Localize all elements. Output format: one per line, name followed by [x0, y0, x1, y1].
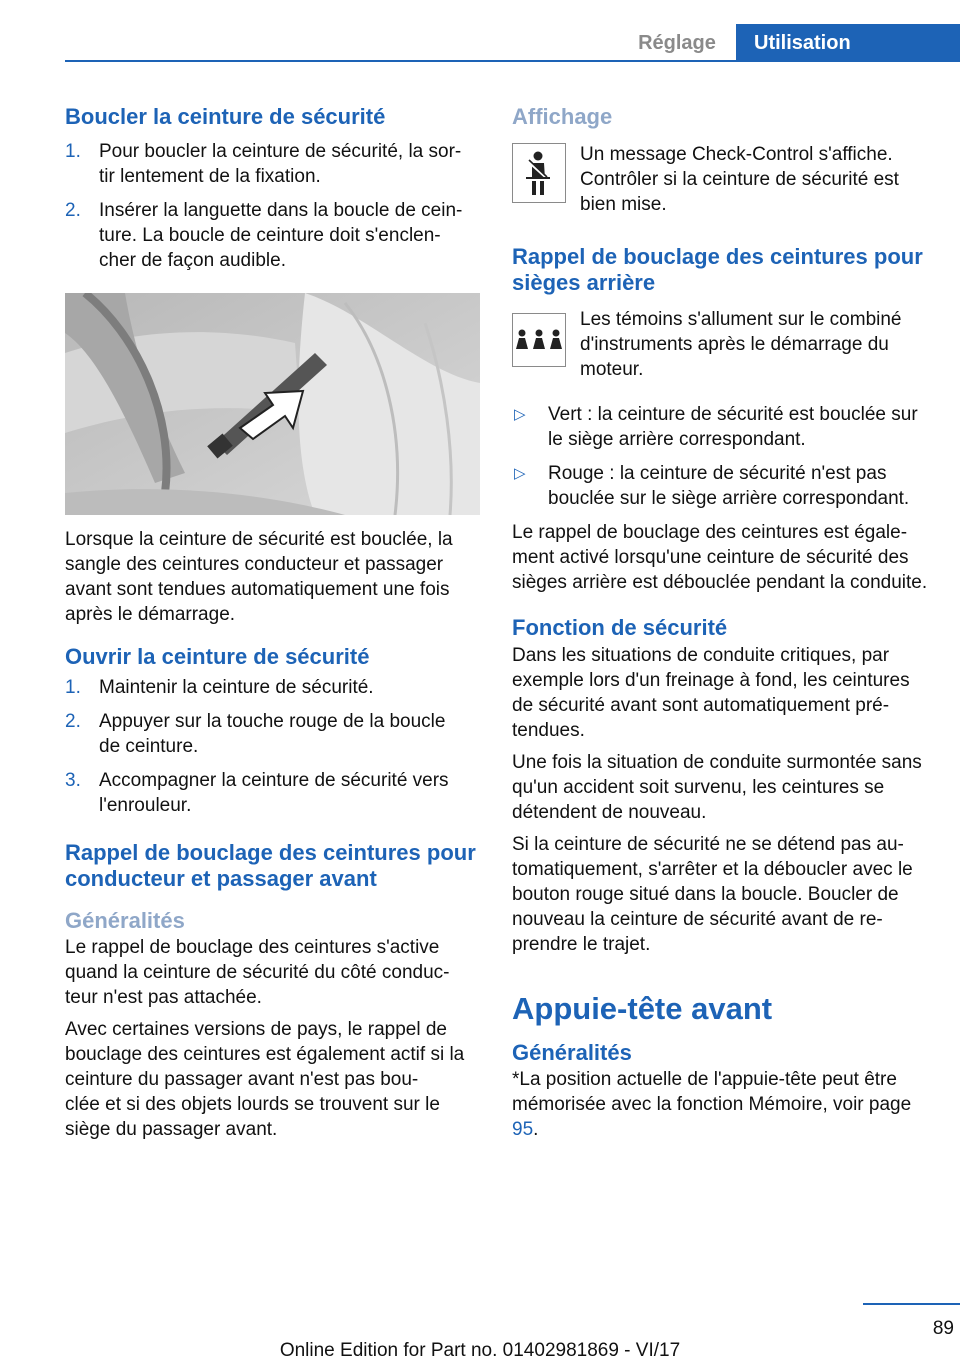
tab-utilisation[interactable]: Utilisation	[736, 24, 960, 62]
paragraph: Si la ceinture de sécurité ne se détend pas au- tomatiquement, s'arrêter et la déboucler avec le bouton rouge situé dans la boucle. Boucler de nouveau la ceinture de sécurité avant de re- prendre le trajet.	[512, 834, 913, 955]
seatbelt-photo	[65, 293, 480, 515]
list-item	[65, 709, 485, 759]
step-text: Insérer la languette dans la boucle de cein- ture. La boucle de ceinture doit s'enclen- cher de façon audible.	[99, 200, 463, 271]
heading-appuie-tete: Appuie-tête avant	[512, 991, 773, 1026]
page-number: 89	[932, 1318, 954, 1339]
paragraph: Les témoins s'allument sur le combiné d'instruments après le démarrage du moteur.	[580, 309, 902, 380]
list-item	[65, 198, 485, 273]
step-text: Pour boucler la ceinture de sécurité, la sor- tir lentement de la fixation.	[99, 141, 462, 187]
seatbelt-warning-icon	[512, 143, 566, 203]
right-column	[512, 100, 932, 1142]
step-number: 1.	[65, 677, 81, 698]
step-number: 1.	[65, 141, 81, 162]
step-number: 2.	[65, 711, 81, 732]
list-item	[65, 139, 485, 189]
temoins-row	[512, 307, 932, 382]
page-number-rule	[863, 1303, 960, 1305]
footer-edition: Online Edition for Part no. 01402981869 - VI/17	[279, 1340, 681, 1361]
paragraph: Lorsque la ceinture de sécurité est bouclée, la sangle des ceintures conducteur et passager avant sont tendues automatiquement une fois après le démarrage.	[65, 529, 453, 625]
heading-fonction: Fonction de sécurité	[512, 615, 728, 640]
left-column	[65, 100, 485, 1142]
paragraph: Avec certaines versions de pays, le rappel de bouclage des ceintures est également actif si la ceinture du passager avant n'est pas bou- clée et si des objets lourds se trouvent sur le siège du passager avant.	[65, 1019, 465, 1140]
heading-ouvrir: Ouvrir la ceinture de sécurité	[65, 644, 370, 669]
tab-reglage[interactable]: Réglage	[638, 32, 716, 54]
bullet-text: Rouge : la ceinture de sécurité n'est pas bouclée sur le siège arrière correspondant.	[548, 463, 910, 509]
step-number: 2.	[65, 200, 81, 221]
heading-generalites: Généralités	[65, 908, 185, 933]
step-text: Appuyer sur la touche rouge de la boucle de ceinture.	[99, 711, 446, 757]
triangle-bullet-icon: ▷	[514, 406, 526, 423]
paragraph	[512, 1067, 932, 1142]
list-item	[65, 768, 485, 818]
paragraph-text: *La position actuelle de l'appuie-tête peut être mémorisée avec la fonction Mémoire, voir page	[512, 1069, 912, 1115]
step-number: 3.	[65, 770, 81, 791]
paragraph: Dans les situations de conduite critiques, par exemple lors d'un freinage à fond, les ceintures de sécurité avant sont automatiquement pré- tendues.	[512, 645, 910, 741]
list-item	[512, 402, 932, 452]
heading-generalites: Généralités	[512, 1040, 632, 1065]
bullet-text: Vert : la ceinture de sécurité est bouclée sur le siège arrière correspondant.	[548, 404, 918, 450]
header-rule	[65, 60, 960, 62]
heading-rappel-avant: Rappel de bouclage des ceintures pour conducteur et passager avant	[65, 840, 476, 891]
list-item	[65, 675, 485, 700]
paragraph: Le rappel de bouclage des ceintures est égale- ment activé lorsqu'une ceinture de sécurité des sièges arrière est débouclée pendant la conduite.	[512, 522, 928, 593]
affichage-row	[512, 141, 932, 217]
rear-seatbelt-icon	[512, 313, 566, 367]
page-link[interactable]: 95	[512, 1119, 534, 1140]
heading-rappel-arriere: Rappel de bouclage des ceintures pour sièges arrière	[512, 244, 923, 295]
step-text: Accompagner la ceinture de sécurité vers l'enrouleur.	[99, 770, 449, 816]
heading-boucler: Boucler la ceinture de sécurité	[65, 104, 386, 129]
paragraph-text: .	[533, 1119, 539, 1140]
list-item	[512, 461, 932, 511]
paragraph: Une fois la situation de conduite surmontée sans qu'un accident soit survenu, les ceintures se détendent de nouveau.	[512, 752, 922, 823]
paragraph: Un message Check-Control s'affiche. Contrôler si la ceinture de sécurité est bien mise.	[580, 144, 899, 215]
heading-affichage: Affichage	[512, 104, 613, 129]
triangle-bullet-icon: ▷	[514, 465, 526, 482]
paragraph: Le rappel de bouclage des ceintures s'active quand la ceinture de sécurité du côté conduc- teur n'est pas attachée.	[65, 937, 450, 1008]
step-text: Maintenir la ceinture de sécurité.	[99, 677, 374, 698]
